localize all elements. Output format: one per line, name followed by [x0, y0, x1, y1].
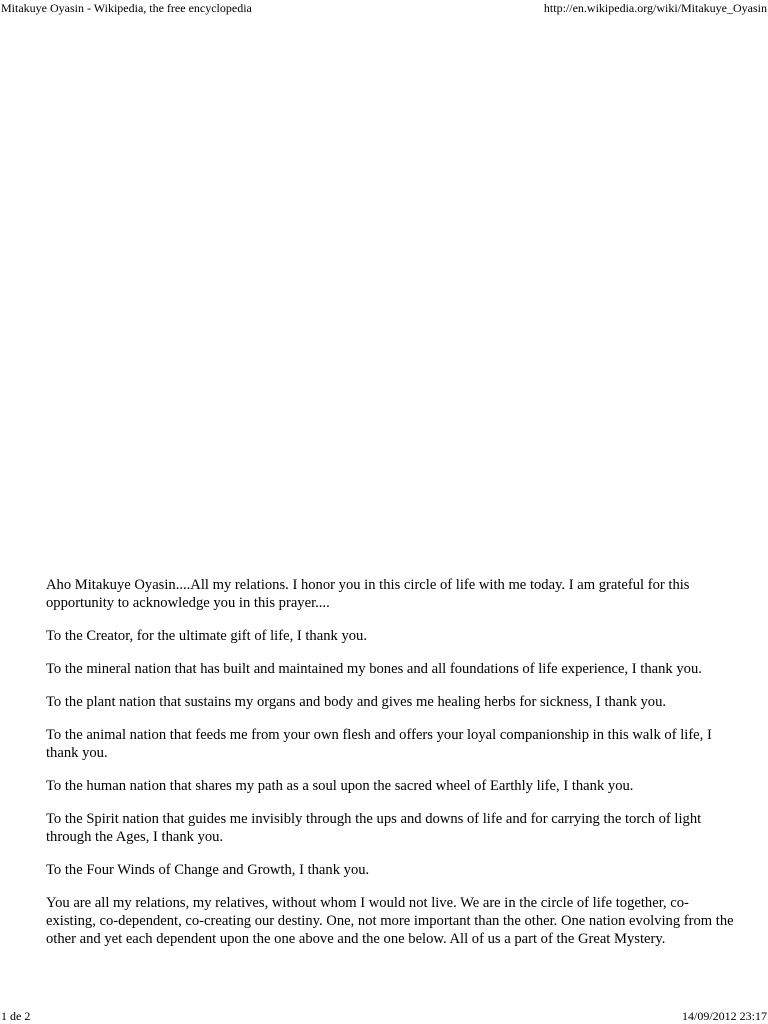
print-date: 14/09/2012 23:17: [681, 1009, 767, 1023]
paragraph-animal-nation: To the animal nation that feeds me from your own flesh and offers your loyal companionship in this walk of life, I thank you.: [46, 727, 712, 761]
page-url: http://en.wikipedia.org/wiki/Mitakuye_Oyasin: [543, 1, 767, 15]
paragraph-human-nation: To the human nation that shares my path as a soul upon the sacred wheel of Earthly life, I thank you.: [46, 778, 634, 794]
page-title: Mitakuye Oyasin - Wikipedia, the free encyclopedia: [1, 1, 252, 15]
page-number: 1 de 2: [1, 1009, 31, 1023]
paragraph-creator: To the Creator, for the ultimate gift of life, I thank you.: [46, 628, 367, 644]
paragraph-spirit-nation: To the Spirit nation that guides me invisibly through the ups and downs of life and for carrying the torch of light through the Ages, I thank you.: [46, 811, 702, 845]
print-footer: [0, 1008, 768, 1024]
paragraph-all-relations: You are all my relations, my relatives, without whom I would not live. We are in the circle of life together, co-existing, co-dependent, co-creating our destiny. One, not more important than the other. One nation evolving from the other and yet each dependent upon the one above and the one below. All of us a part of the Great Mystery.: [46, 895, 734, 947]
paragraph-plant-nation: To the plant nation that sustains my organs and body and gives me healing herbs for sickness, I thank you.: [46, 694, 667, 710]
paragraph-greeting: Aho Mitakuye Oyasin....All my relations. I honor you in this circle of life with me today. I am grateful for this opportunity to acknowledge you in this prayer....: [46, 577, 690, 611]
print-header: [0, 0, 768, 20]
paragraph-four-winds: To the Four Winds of Change and Growth, I thank you.: [46, 862, 370, 878]
paragraph-mineral-nation: To the mineral nation that has built and maintained my bones and all foundations of life experience, I thank you.: [46, 661, 702, 677]
article-body: [46, 576, 736, 963]
